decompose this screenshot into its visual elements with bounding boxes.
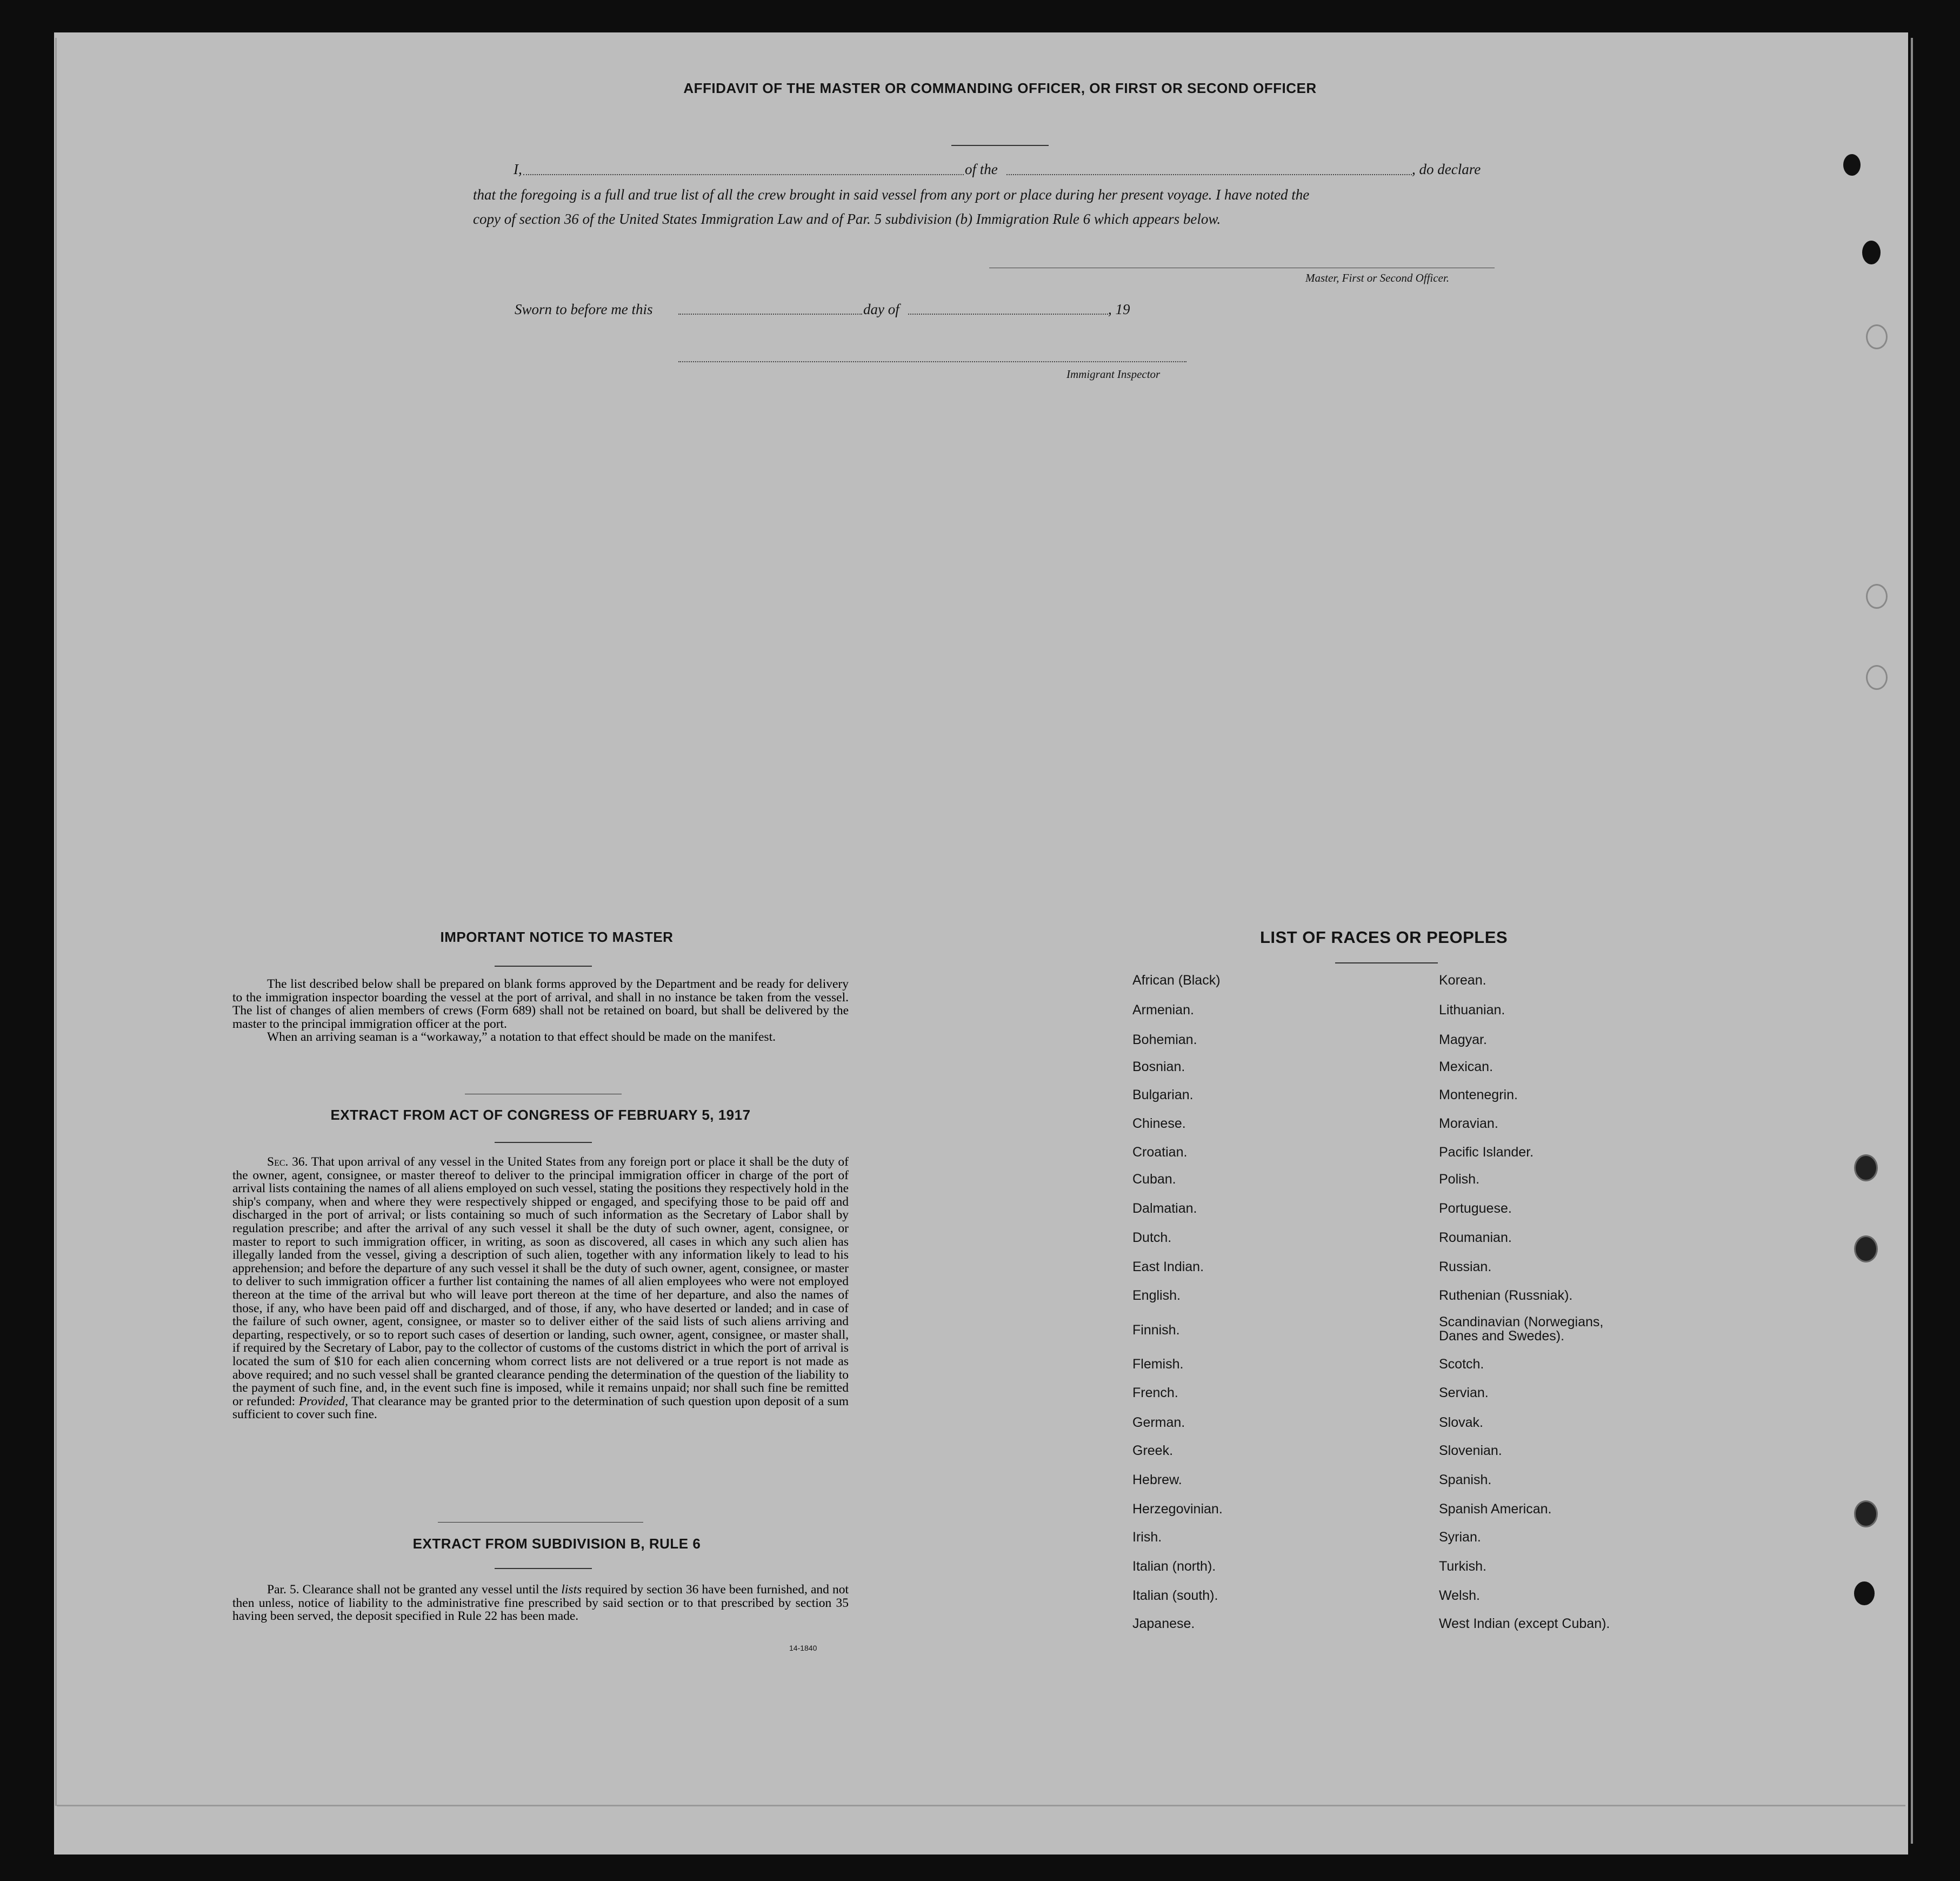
race-item: Bosnian. <box>1132 1059 1185 1074</box>
affidavit-line-3: copy of section 36 of the United States Immigration Law and of Par. 5 subdivision (b) Immigration Rule 6 which appears below. <box>473 211 1221 227</box>
race-item: Italian (north). <box>1132 1559 1216 1574</box>
name-blank[interactable] <box>523 174 964 175</box>
act-extract-title: EXTRACT FROM ACT OF CONGRESS OF FEBRUARY 5, 1917 <box>330 1107 751 1123</box>
affidavit-declare-label: , do declare <box>1412 161 1481 177</box>
race-item: Polish. <box>1439 1172 1480 1187</box>
race-item: Japanese. <box>1132 1616 1195 1631</box>
rule-text-a: Par. 5. Clearance shall not be granted any vessel until the <box>267 1583 558 1597</box>
rule-underline <box>495 1568 592 1569</box>
race-item: Syrian. <box>1439 1530 1481 1545</box>
binder-hole <box>1854 1235 1878 1262</box>
race-item: Scandinavian (Norwegians, Danes and Swedes). <box>1439 1314 1604 1344</box>
race-item: Italian (south). <box>1132 1588 1218 1603</box>
page-edge-right <box>1911 38 1913 1844</box>
race-item: Magyar. <box>1439 1032 1487 1047</box>
race-item: Montenegrin. <box>1439 1087 1518 1102</box>
binder-hole <box>1866 324 1888 349</box>
sworn-day-label: day of <box>863 301 899 317</box>
binder-hole <box>1854 1154 1878 1181</box>
act-extract-body <box>232 1155 849 1421</box>
race-item: English. <box>1132 1288 1181 1303</box>
inspector-caption: Immigrant Inspector <box>1066 368 1161 381</box>
race-item: Finnish. <box>1132 1322 1180 1338</box>
affidavit-of-label: of the <box>965 161 998 177</box>
race-item: Spanish American. <box>1439 1501 1552 1517</box>
provided-label: Provided, <box>298 1394 348 1408</box>
race-item: African (Black) <box>1132 973 1221 988</box>
race-item: Portuguese. <box>1439 1201 1512 1216</box>
notice-body <box>232 978 849 1044</box>
binder-hole <box>1862 241 1881 264</box>
page-edge-bottom <box>57 1805 1905 1806</box>
race-item: Chinese. <box>1132 1116 1186 1131</box>
affidavit-title: AFFIDAVIT OF THE MASTER OR COMMANDING OFFICER, OR FIRST OR SECOND OFFICER <box>683 80 1317 96</box>
race-item: Bulgarian. <box>1132 1087 1194 1102</box>
affidavit-line-2: that the foregoing is a full and true list of all the crew brought in said vessel from any port or place during her present voyage. I have noted the <box>473 187 1310 203</box>
race-item: Lithuanian. <box>1439 1002 1505 1018</box>
sworn-label: Sworn to before me this <box>515 301 653 317</box>
rule-extract-title: EXTRACT FROM SUBDIVISION B, RULE 6 <box>412 1536 701 1552</box>
race-item: Welsh. <box>1439 1588 1480 1603</box>
section-divider <box>438 1522 643 1523</box>
act-underline <box>495 1142 592 1143</box>
section-36-text: That upon arrival of any vessel in the United States from any foreign port or place it shall be the duty of the owner, agent, consignee, or master thereof to deliver to the principal immigration officer in charge of the port of arrival lists containing the names of all aliens employed on such vessel, stating the positions they respectively hold in the ship's company, when and where they were respectively shipped or engaged, and specifying those to be paid off and discharged in the port of arrival; or lists containing so much of such information as the Secretary of Labor shall by regulation prescribe; and after the arrival of any such vessel it shall be the duty of such owner, agent, consignee, or master to report to such immigration officer, in writing, as soon as discovered, all cases in which any such alien has illegally landed from the vessel, giving a description of such alien, together with any information likely to lead to his apprehension; and before the departure of any such vessel it shall be the duty of such owner, agent, consignee, or master to deliver to such immigration officer a further list containing the names of all alien employees who were not employed thereon at the time of the arrival but who will leave port thereon at the time of her departure, and also the names of those, if any, who have been paid off and discharged, and of those, if any, who have deserted or landed; and in case of the failure of such owner, agent, consignee, or master so to deliver either of the said lists of such aliens arriving and departing, respectively, or so to report such cases of desertion or landing, such owner, agent, consignee, or master shall, if required by the Secretary of Labor, pay to the collector of customs of the customs district in which the port of arrival is located the sum of $10 for each alien concerning whom correct lists are not delivered or a true report is not made as above required; and no such vessel shall be granted clearance pending the determination of the question of the liability to the payment of such fine, and, in the event such fine is imposed, while it remains unpaid; nor shall such fine be remitted or refunded: <box>232 1155 849 1408</box>
race-item: Moravian. <box>1439 1116 1498 1131</box>
race-item: Slovak. <box>1439 1415 1483 1430</box>
race-item: Flemish. <box>1132 1357 1184 1372</box>
races-underline <box>1335 962 1438 963</box>
sworn-day-blank[interactable] <box>678 314 862 315</box>
binder-hole <box>1854 1500 1878 1527</box>
notice-paragraph-1: The list described below shall be prepared on blank forms approved by the Department and be ready for delivery to the immigration inspector boarding the vessel at the port of arrival, and shall in no instance be taken from the vessel. The list of changes of alien members of crews (Form 689) shall not be retained on board, but shall be delivered by the master to the principal immigration officer at the port. <box>232 977 849 1031</box>
title-underline <box>951 145 1049 146</box>
race-item: Slovenian. <box>1439 1443 1502 1458</box>
race-item: Bohemian. <box>1132 1032 1197 1047</box>
race-item: Pacific Islander. <box>1439 1145 1534 1160</box>
section-36-ending: That clearance may be granted prior to the determination of such question upon deposit of a sum sufficient to cover such fine. <box>232 1394 849 1422</box>
affidavit-i-label: I, <box>514 161 522 177</box>
race-item: Russian. <box>1439 1259 1492 1274</box>
race-item: East Indian. <box>1132 1259 1204 1274</box>
race-item: Dutch. <box>1132 1230 1172 1245</box>
races-title: LIST OF RACES OR PEOPLES <box>1259 928 1508 947</box>
section-label: Sec. 36. <box>267 1155 308 1169</box>
page-edge-left <box>55 38 57 1806</box>
binder-hole <box>1854 1581 1875 1605</box>
race-item: Turkish. <box>1439 1559 1486 1574</box>
race-item: Scotch. <box>1439 1357 1484 1372</box>
race-item: Herzegovinian. <box>1132 1501 1223 1517</box>
lists-word: lists <box>561 1583 582 1597</box>
race-item: West Indian (except Cuban). <box>1439 1616 1610 1631</box>
inspector-signature-line[interactable] <box>678 361 1186 362</box>
race-item: French. <box>1132 1385 1178 1400</box>
race-item: Mexican. <box>1439 1059 1494 1074</box>
race-item: Korean. <box>1439 973 1486 988</box>
rule-text-b: required by section 36 have been furnished, and not then unless, notice of liability to the administrative fine prescribed by said section or to that prescribed by section 35 having been served, the deposit specified in Rule 22 has been made. <box>232 1583 849 1624</box>
vessel-blank[interactable] <box>1006 174 1412 175</box>
race-item: Roumanian. <box>1439 1230 1512 1245</box>
rule-extract-body <box>232 1583 849 1623</box>
race-item: Croatian. <box>1132 1145 1188 1160</box>
race-item: Ruthenian (Russniak). <box>1439 1288 1573 1303</box>
race-item: Spanish. <box>1439 1472 1492 1487</box>
sworn-year-label: , 19 <box>1108 301 1130 317</box>
sworn-month-blank[interactable] <box>908 314 1108 315</box>
binder-hole <box>1866 584 1888 609</box>
notice-title: IMPORTANT NOTICE TO MASTER <box>440 929 674 945</box>
binder-hole <box>1843 154 1861 176</box>
notice-underline <box>495 966 592 967</box>
race-item: Cuban. <box>1132 1172 1176 1187</box>
race-item: Dalmatian. <box>1132 1201 1197 1216</box>
binder-hole <box>1866 665 1888 690</box>
race-item: Greek. <box>1132 1443 1174 1458</box>
race-item: Irish. <box>1132 1530 1162 1545</box>
race-item: German. <box>1132 1415 1185 1430</box>
master-caption: Master, First or Second Officer. <box>1305 271 1449 284</box>
form-number: 14-1840 <box>789 1644 817 1652</box>
race-item: Hebrew. <box>1132 1472 1182 1487</box>
race-item: Armenian. <box>1132 1002 1194 1018</box>
race-item: Servian. <box>1439 1385 1489 1400</box>
notice-paragraph-2: When an arriving seaman is a “workaway,” a notation to that effect should be made on the manifest. <box>267 1030 776 1045</box>
